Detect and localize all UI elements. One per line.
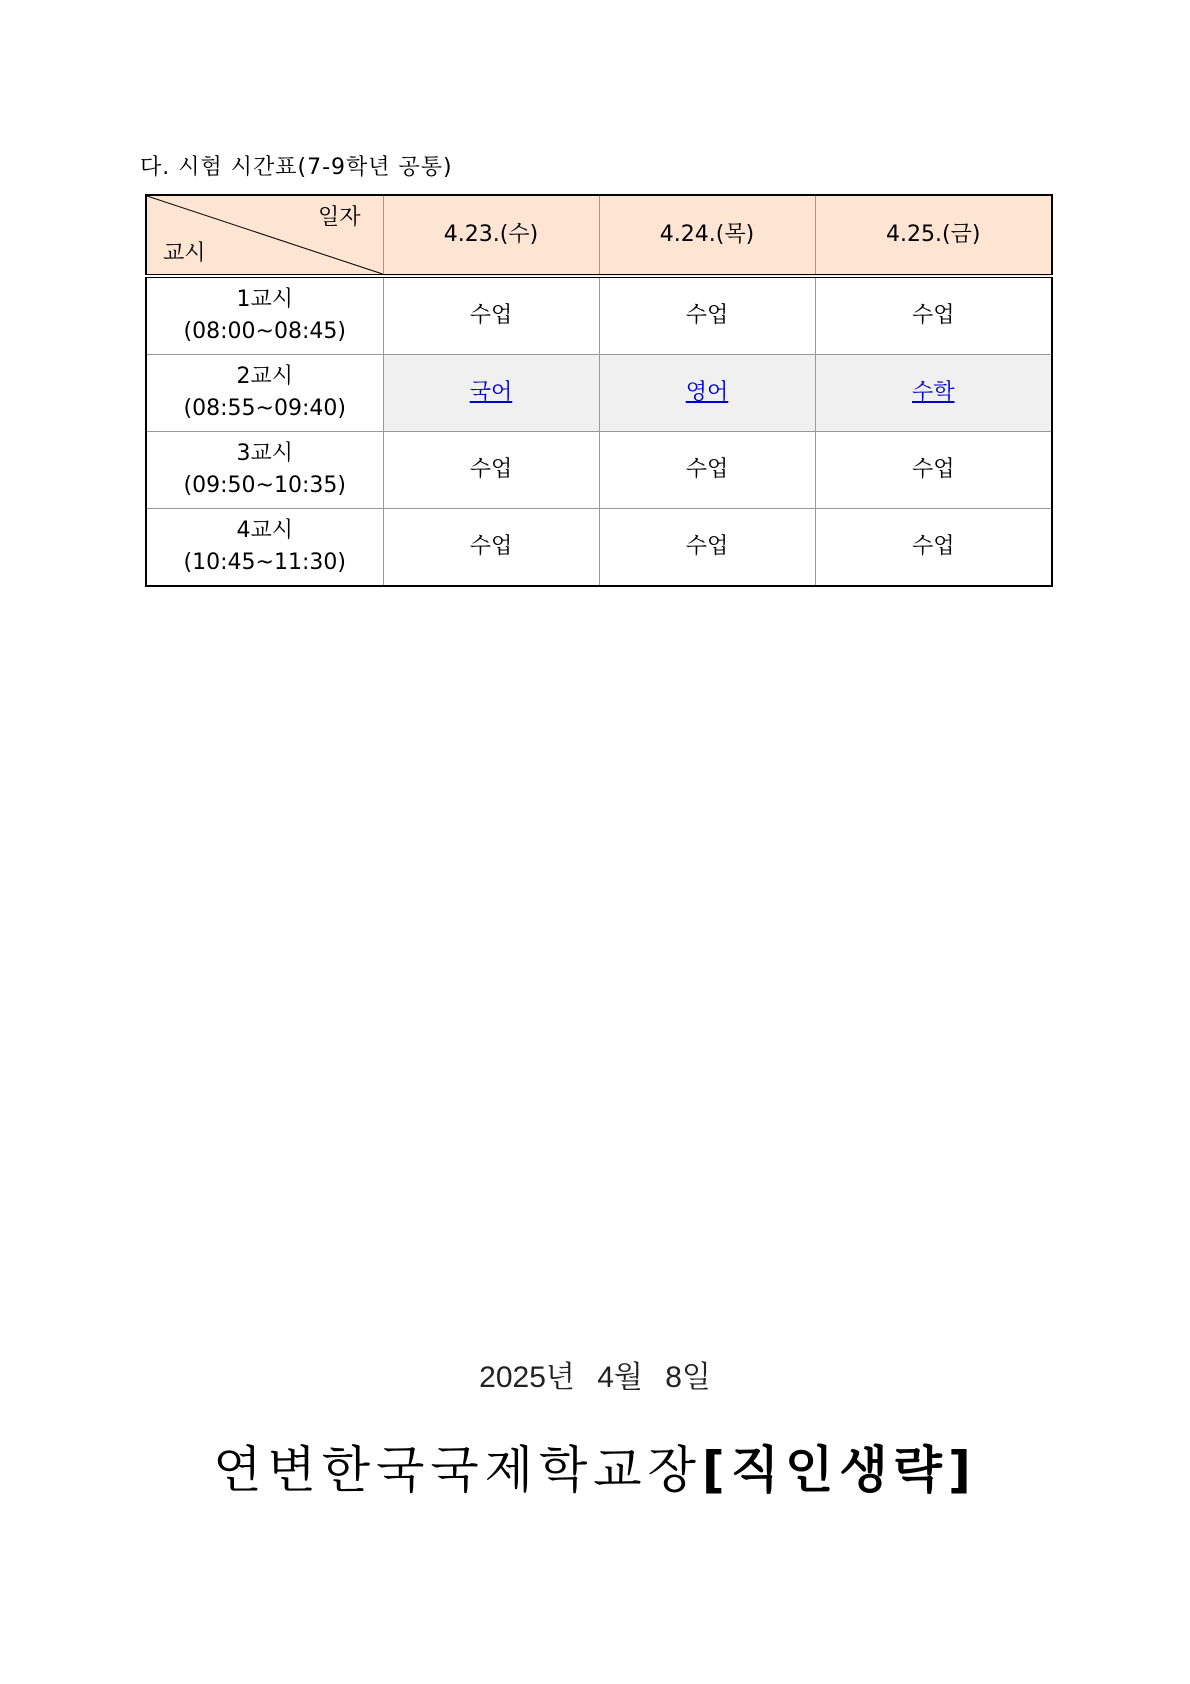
period-cell [146, 509, 383, 587]
section-title: 다. 시험 시간표(7-9학년 공통) [140, 155, 453, 180]
period-time: (08:55~09:40) [183, 396, 346, 421]
date-header: 4.24.(목) [599, 195, 815, 276]
issue-date: 2025년 4월 8일 [479, 1361, 711, 1394]
subject-link-korean[interactable]: 국어 [469, 380, 513, 405]
corner-period-label: 교시 [163, 241, 206, 266]
schedule-cell: 수업 [815, 509, 1052, 587]
schedule-cell: 수업 [383, 432, 599, 509]
seal-omitted-text: 직인생략 [730, 1441, 948, 1499]
corner-header-cell [146, 195, 383, 276]
exam-cell [815, 355, 1052, 432]
exam-schedule-table [145, 194, 1053, 587]
period-label: 2교시 [236, 364, 293, 389]
period-label: 3교시 [236, 441, 293, 466]
table-row [146, 355, 1052, 432]
seal-open-bracket: [ [701, 1441, 731, 1499]
schedule-cell: 수업 [599, 432, 815, 509]
principal-signature [0, 1430, 1190, 1502]
seal-close-bracket: ] [947, 1441, 977, 1499]
period-cell [146, 432, 383, 509]
period-cell [146, 276, 383, 355]
signer-title: 연변한국국제학교장 [213, 1441, 702, 1499]
date-header: 4.25.(금) [815, 195, 1052, 276]
schedule-cell: 수업 [599, 276, 815, 355]
schedule-cell: 수업 [383, 276, 599, 355]
schedule-cell: 수업 [815, 432, 1052, 509]
table-row [146, 276, 1052, 355]
table-row [146, 432, 1052, 509]
exam-cell [383, 355, 599, 432]
table-row [146, 509, 1052, 587]
exam-cell [599, 355, 815, 432]
corner-date-label: 일자 [317, 205, 361, 230]
schedule-cell: 수업 [599, 509, 815, 587]
subject-link-math[interactable]: 수학 [911, 380, 955, 405]
schedule-cell: 수업 [815, 276, 1052, 355]
period-cell [146, 355, 383, 432]
period-label: 4교시 [236, 518, 293, 543]
period-label: 1교시 [236, 287, 293, 312]
period-time: (09:50~10:35) [183, 473, 346, 498]
period-time: (10:45~11:30) [183, 550, 346, 575]
schedule-cell: 수업 [383, 509, 599, 587]
period-time: (08:00~08:45) [183, 319, 346, 344]
date-header: 4.23.(수) [383, 195, 599, 276]
subject-link-english[interactable]: 영어 [685, 380, 729, 405]
table-header-row [146, 195, 1052, 276]
